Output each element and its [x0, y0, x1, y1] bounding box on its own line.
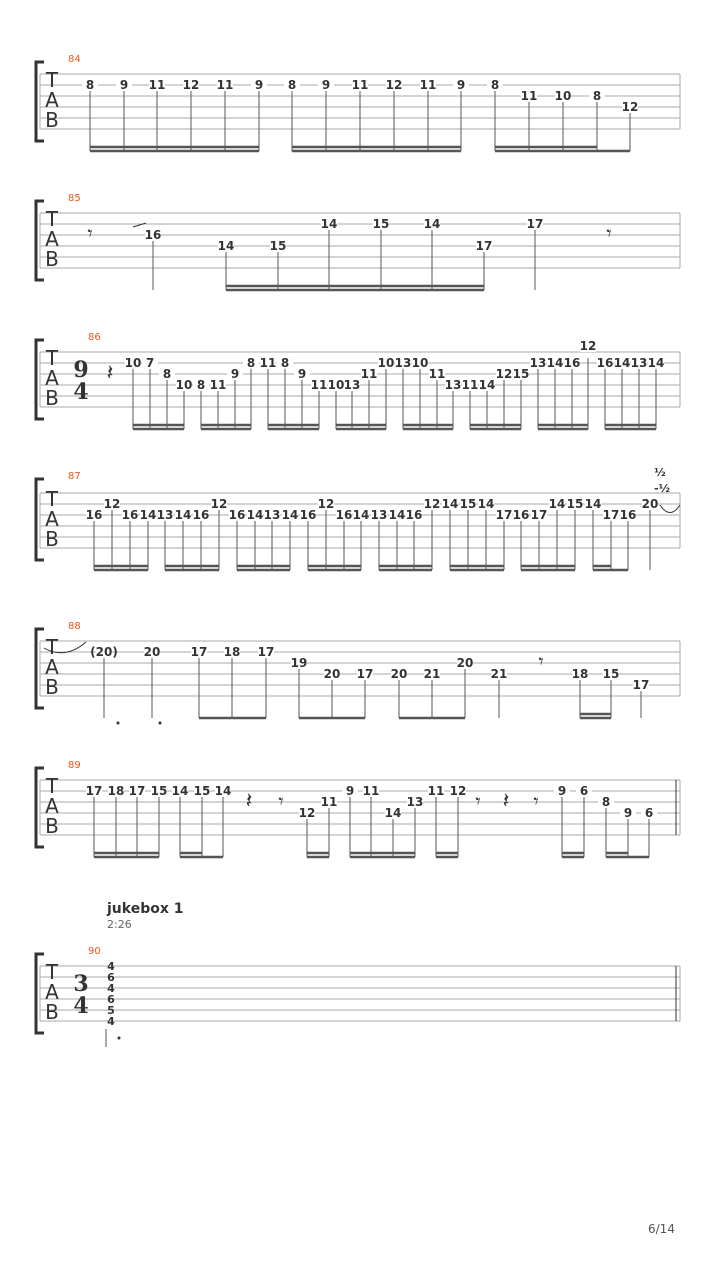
fret-number: 14 [171, 784, 189, 798]
tab-clef-a: A [45, 507, 59, 531]
chord-fret-number: 5 [107, 1004, 115, 1017]
tab-clef-b: B [45, 1000, 59, 1024]
time-signature-bottom: 4 [73, 379, 89, 405]
measure-number: 88 [68, 621, 81, 632]
fret-number: 13 [263, 508, 281, 522]
fret-number: 13 [444, 378, 462, 392]
tab-clef-b: B [45, 386, 59, 410]
fret-number: 11 [259, 356, 277, 370]
fret-number: 14 [546, 356, 564, 370]
fret-number: 10 [327, 378, 345, 392]
measure-number: 85 [68, 193, 81, 204]
fret-number: 12 [317, 497, 335, 511]
fret-number: 11 [148, 78, 166, 92]
dot [159, 722, 162, 725]
fret-number: 18 [107, 784, 125, 798]
fret-number: 15 [150, 784, 168, 798]
fret-number: 9 [557, 784, 567, 798]
fret-number: 8 [490, 78, 500, 92]
measure-number: 84 [68, 54, 81, 65]
fret-number: 21 [490, 667, 508, 681]
fret-number: 16 [192, 508, 210, 522]
tab-clef-a: A [45, 655, 59, 679]
page-number: 6/14 [648, 1222, 675, 1236]
fret-number: 15 [193, 784, 211, 798]
fret-number: 14 [281, 508, 299, 522]
fret-number: 12 [182, 78, 200, 92]
fret-number: (20) [90, 645, 118, 659]
measure-number: 87 [68, 471, 81, 482]
fret-number: 14 [246, 508, 264, 522]
fret-number: 17 [526, 217, 544, 231]
fret-number: 11 [520, 89, 538, 103]
fret-number: 17 [632, 678, 650, 692]
tab-system-7 [36, 954, 680, 1047]
fret-number: 16 [121, 508, 139, 522]
tab-system-1 [36, 62, 680, 151]
fret-number: 17 [190, 645, 208, 659]
fret-number: 12 [621, 100, 639, 114]
tab-clef-b: B [45, 814, 59, 838]
fret-number: 14 [647, 356, 665, 370]
eighth-rest: 𝄾 [87, 221, 93, 245]
bend-label: ½ [654, 466, 666, 479]
tab-clef-b: B [45, 675, 59, 699]
fret-number: 16 [405, 508, 423, 522]
fret-number: 8 [280, 356, 290, 370]
fret-number: 13 [406, 795, 424, 809]
fret-number: 20 [390, 667, 408, 681]
fret-number: 8 [592, 89, 602, 103]
tab-clef-b: B [45, 527, 59, 551]
fret-number: 16 [596, 356, 614, 370]
fret-number: 17 [128, 784, 146, 798]
tab-clef-a: A [45, 366, 59, 390]
fret-number: 9 [321, 78, 331, 92]
fret-number: 17 [475, 239, 493, 253]
fret-number: 11 [351, 78, 369, 92]
fret-number: 17 [356, 667, 374, 681]
fret-number: 11 [360, 367, 378, 381]
measure-number: 89 [68, 760, 81, 771]
chord-fret-number: 6 [107, 993, 115, 1006]
tab-system-6 [36, 768, 680, 857]
fret-number: 14 [388, 508, 406, 522]
fret-number: 20 [323, 667, 341, 681]
fret-number: 14 [423, 217, 441, 231]
fret-number: 16 [299, 508, 317, 522]
fret-number: 10 [124, 356, 142, 370]
fret-number: 15 [372, 217, 390, 231]
tab-clef-t: T [45, 346, 59, 370]
fret-number: 10 [175, 378, 193, 392]
fret-number: 16 [85, 508, 103, 522]
fret-number: 20 [456, 656, 474, 670]
fret-number: 11 [209, 378, 227, 392]
chord-fret-number: 4 [107, 960, 115, 973]
fret-number: 13 [343, 378, 361, 392]
fret-number: 14 [139, 508, 157, 522]
fret-number: 18 [223, 645, 241, 659]
fret-number: 19 [290, 656, 308, 670]
fret-number: 17 [85, 784, 103, 798]
fret-number: 6 [644, 806, 654, 820]
measure-number: 90 [88, 946, 101, 957]
tab-clef-a: A [45, 980, 59, 1004]
fret-number: 12 [385, 78, 403, 92]
fret-number: 8 [601, 795, 611, 809]
tab-system-2 [36, 201, 680, 290]
dot [117, 722, 120, 725]
fret-number: 12 [449, 784, 467, 798]
fret-number: 9 [345, 784, 355, 798]
eighth-rest: 𝄾 [278, 789, 284, 813]
fret-number: 14 [174, 508, 192, 522]
fret-number: 10 [377, 356, 395, 370]
bend-curve [660, 505, 680, 513]
fret-number: 16 [228, 508, 246, 522]
eighth-rest: 𝄾 [606, 221, 612, 245]
fret-number: 14 [477, 497, 495, 511]
fret-number: 16 [144, 228, 162, 242]
fret-number: 14 [613, 356, 631, 370]
fret-number: 17 [602, 508, 620, 522]
tab-clef-b: B [45, 247, 59, 271]
tab-clef-t: T [45, 635, 59, 659]
fret-number: 11 [310, 378, 328, 392]
fret-number: 16 [563, 356, 581, 370]
eighth-rest: 𝄾 [533, 789, 539, 813]
fret-number: 13 [630, 356, 648, 370]
fret-number: 14 [217, 239, 235, 253]
tab-clef-t: T [45, 207, 59, 231]
chord-fret-number: 4 [107, 1015, 115, 1028]
fret-number: 14 [584, 497, 602, 511]
fret-number: 9 [119, 78, 129, 92]
fret-number: 16 [512, 508, 530, 522]
fret-number: 14 [441, 497, 459, 511]
fret-number: 12 [423, 497, 441, 511]
fret-number: 7 [145, 356, 155, 370]
tab-clef-b: B [45, 108, 59, 132]
chord-fret-number: 4 [107, 982, 115, 995]
fret-number: 15 [512, 367, 530, 381]
fret-number: 15 [459, 497, 477, 511]
fret-number: 17 [257, 645, 275, 659]
time-signature-top: 9 [73, 357, 89, 383]
fret-number: 9 [456, 78, 466, 92]
fret-number: 14 [320, 217, 338, 231]
fret-number: 8 [162, 367, 172, 381]
fret-number: 17 [495, 508, 513, 522]
tab-clef-a: A [45, 794, 59, 818]
fret-number: 11 [461, 378, 479, 392]
fret-number: 13 [370, 508, 388, 522]
fret-number: 8 [85, 78, 95, 92]
tab-clef-t: T [45, 960, 59, 984]
tab-system-4 [36, 479, 680, 570]
quarter-rest: 𝄽 [106, 361, 114, 386]
fret-number: 13 [394, 356, 412, 370]
fret-number: 10 [554, 89, 572, 103]
fret-number: 11 [419, 78, 437, 92]
fret-number: 11 [216, 78, 234, 92]
section-marker-title: jukebox 1 [107, 901, 184, 917]
fret-number: 11 [428, 367, 446, 381]
tab-clef-t: T [45, 68, 59, 92]
bend-label: -½ [654, 482, 670, 495]
dot [118, 1037, 121, 1040]
fret-number: 20 [143, 645, 161, 659]
fret-number: 6 [579, 784, 589, 798]
fret-number: 18 [571, 667, 589, 681]
fret-number: 9 [230, 367, 240, 381]
eighth-rest: 𝄾 [475, 789, 481, 813]
quarter-rest: 𝄽 [245, 789, 253, 814]
fret-number: 12 [495, 367, 513, 381]
fret-number: 13 [529, 356, 547, 370]
fret-number: 8 [287, 78, 297, 92]
fret-number: 17 [530, 508, 548, 522]
fret-number: 20 [641, 497, 659, 511]
time-signature-top: 3 [73, 971, 89, 997]
section-marker-time: 2:26 [107, 918, 132, 931]
tab-clef-a: A [45, 88, 59, 112]
fret-number: 12 [298, 806, 316, 820]
time-signature-bottom: 4 [73, 993, 89, 1019]
tab-clef-a: A [45, 227, 59, 251]
fret-number: 9 [623, 806, 633, 820]
fret-number: 8 [246, 356, 256, 370]
fret-number: 11 [427, 784, 445, 798]
fret-number: 13 [156, 508, 174, 522]
fret-number: 14 [384, 806, 402, 820]
fret-number: 14 [352, 508, 370, 522]
chord-fret-number: 6 [107, 971, 115, 984]
fret-number: 14 [478, 378, 496, 392]
fret-number: 15 [602, 667, 620, 681]
tab-clef-t: T [45, 487, 59, 511]
fret-number: 10 [411, 356, 429, 370]
fret-number: 14 [214, 784, 232, 798]
fret-number: 16 [335, 508, 353, 522]
fret-number: 9 [297, 367, 307, 381]
quarter-rest: 𝄽 [502, 789, 510, 814]
fret-number: 9 [254, 78, 264, 92]
tab-clef-t: T [45, 774, 59, 798]
measure-number: 86 [88, 332, 101, 343]
fret-number: 11 [320, 795, 338, 809]
fret-number: 15 [269, 239, 287, 253]
fret-number: 11 [362, 784, 380, 798]
fret-number: 15 [566, 497, 584, 511]
fret-number: 21 [423, 667, 441, 681]
fret-number: 12 [579, 339, 597, 353]
fret-number: 16 [619, 508, 637, 522]
eighth-rest: 𝄾 [538, 649, 544, 673]
fret-number: 12 [103, 497, 121, 511]
fret-number: 8 [196, 378, 206, 392]
fret-number: 14 [548, 497, 566, 511]
fret-number: 12 [210, 497, 228, 511]
